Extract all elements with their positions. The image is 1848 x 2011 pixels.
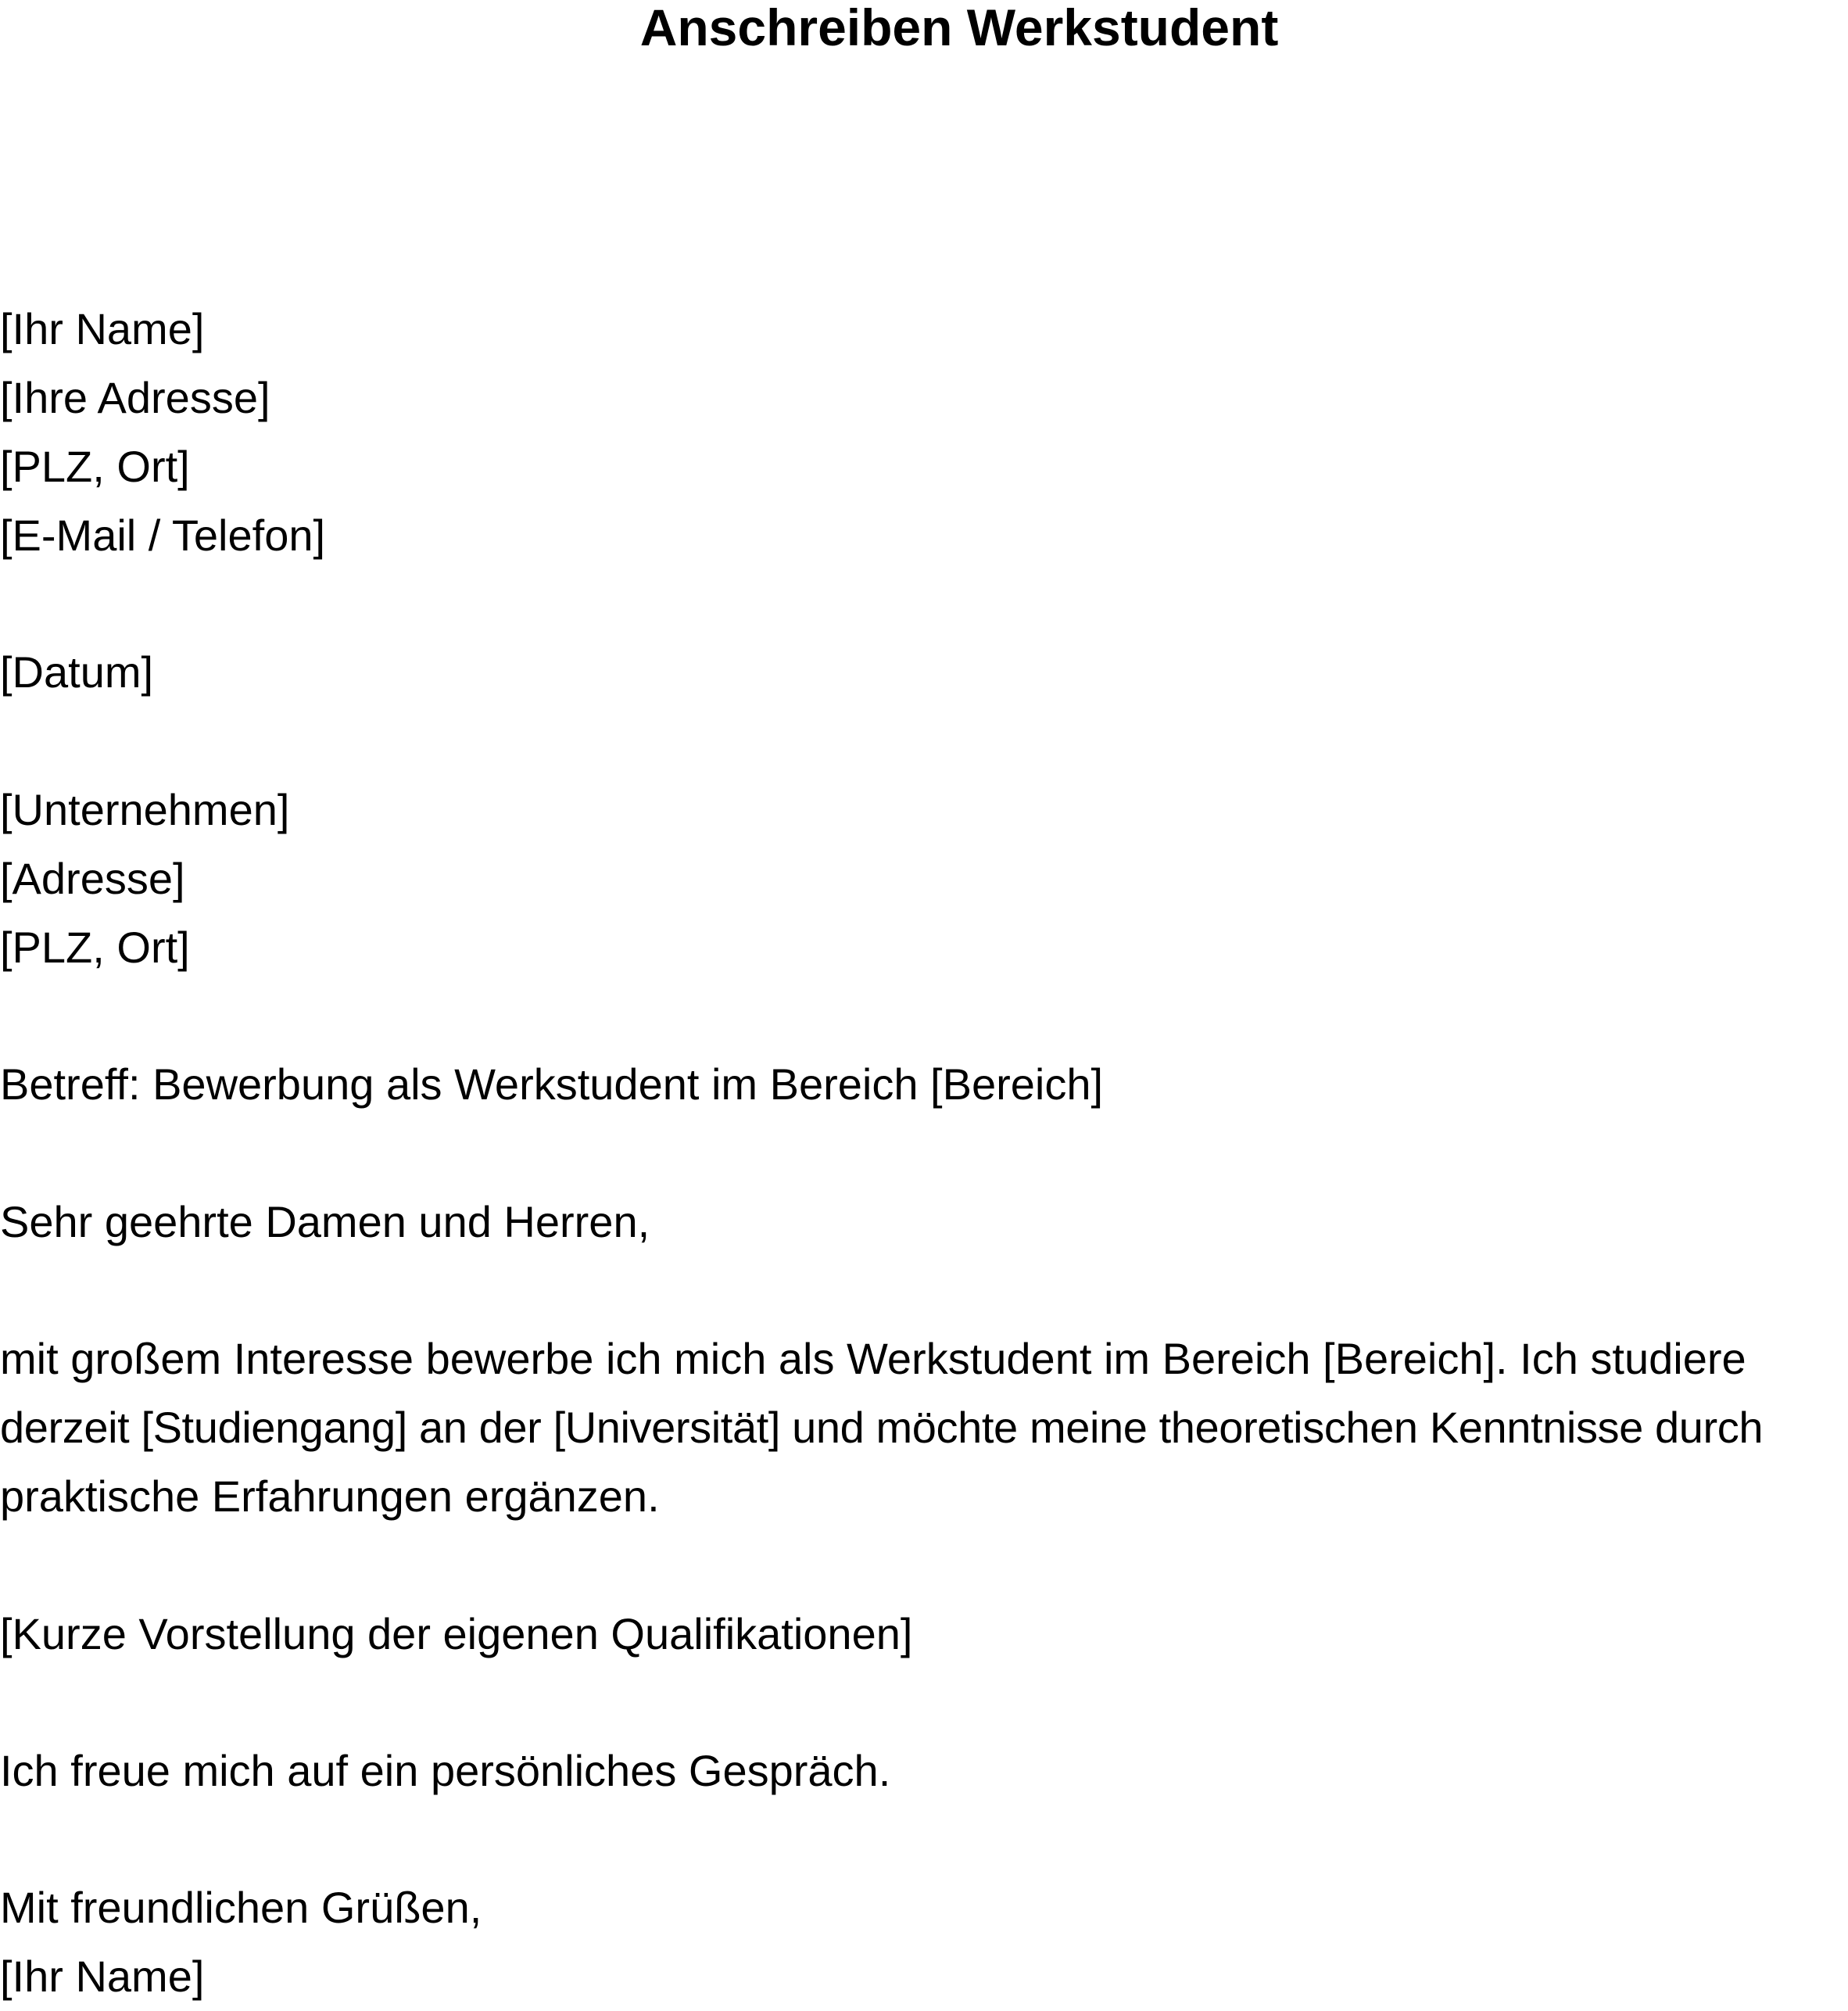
document-title: Anschreiben Werkstudent <box>639 0 1279 56</box>
intro-line-1: mit großem Interesse bewerbe ich mich als Werkstudent im Bereich [Bereich]. Ich studiere <box>0 1334 1746 1383</box>
sender-contact: [E-Mail / Telefon] <box>0 511 326 560</box>
sender-name: [Ihr Name] <box>0 304 205 353</box>
sender-city: [PLZ, Ort] <box>0 442 190 491</box>
subject-line: Betreff: Bewerbung als Werkstudent im Bereich [Bereich] <box>0 1059 1104 1109</box>
letter-date: [Datum] <box>0 647 154 697</box>
recipient-address: [Adresse] <box>0 854 185 903</box>
intro-line-3: praktische Erfahrungen ergänzen. <box>0 1472 660 1521</box>
qualifications-placeholder: [Kurze Vorstellung der eigenen Qualifikationen] <box>0 1609 913 1658</box>
regards: Mit freundlichen Grüßen, <box>0 1883 482 1932</box>
recipient-city: [PLZ, Ort] <box>0 923 190 972</box>
closing-sentence: Ich freue mich auf ein persönliches Gespräch. <box>0 1746 891 1795</box>
recipient-company: [Unternehmen] <box>0 785 290 834</box>
salutation: Sehr geehrte Damen und Herren, <box>0 1197 650 1246</box>
sender-address: [Ihre Adresse] <box>0 373 270 422</box>
intro-line-2: derzeit [Studiengang] an der [Universität] und möchte meine theoretischen Kenntnisse durch <box>0 1403 1764 1452</box>
signature-name: [Ihr Name] <box>0 1952 205 2001</box>
